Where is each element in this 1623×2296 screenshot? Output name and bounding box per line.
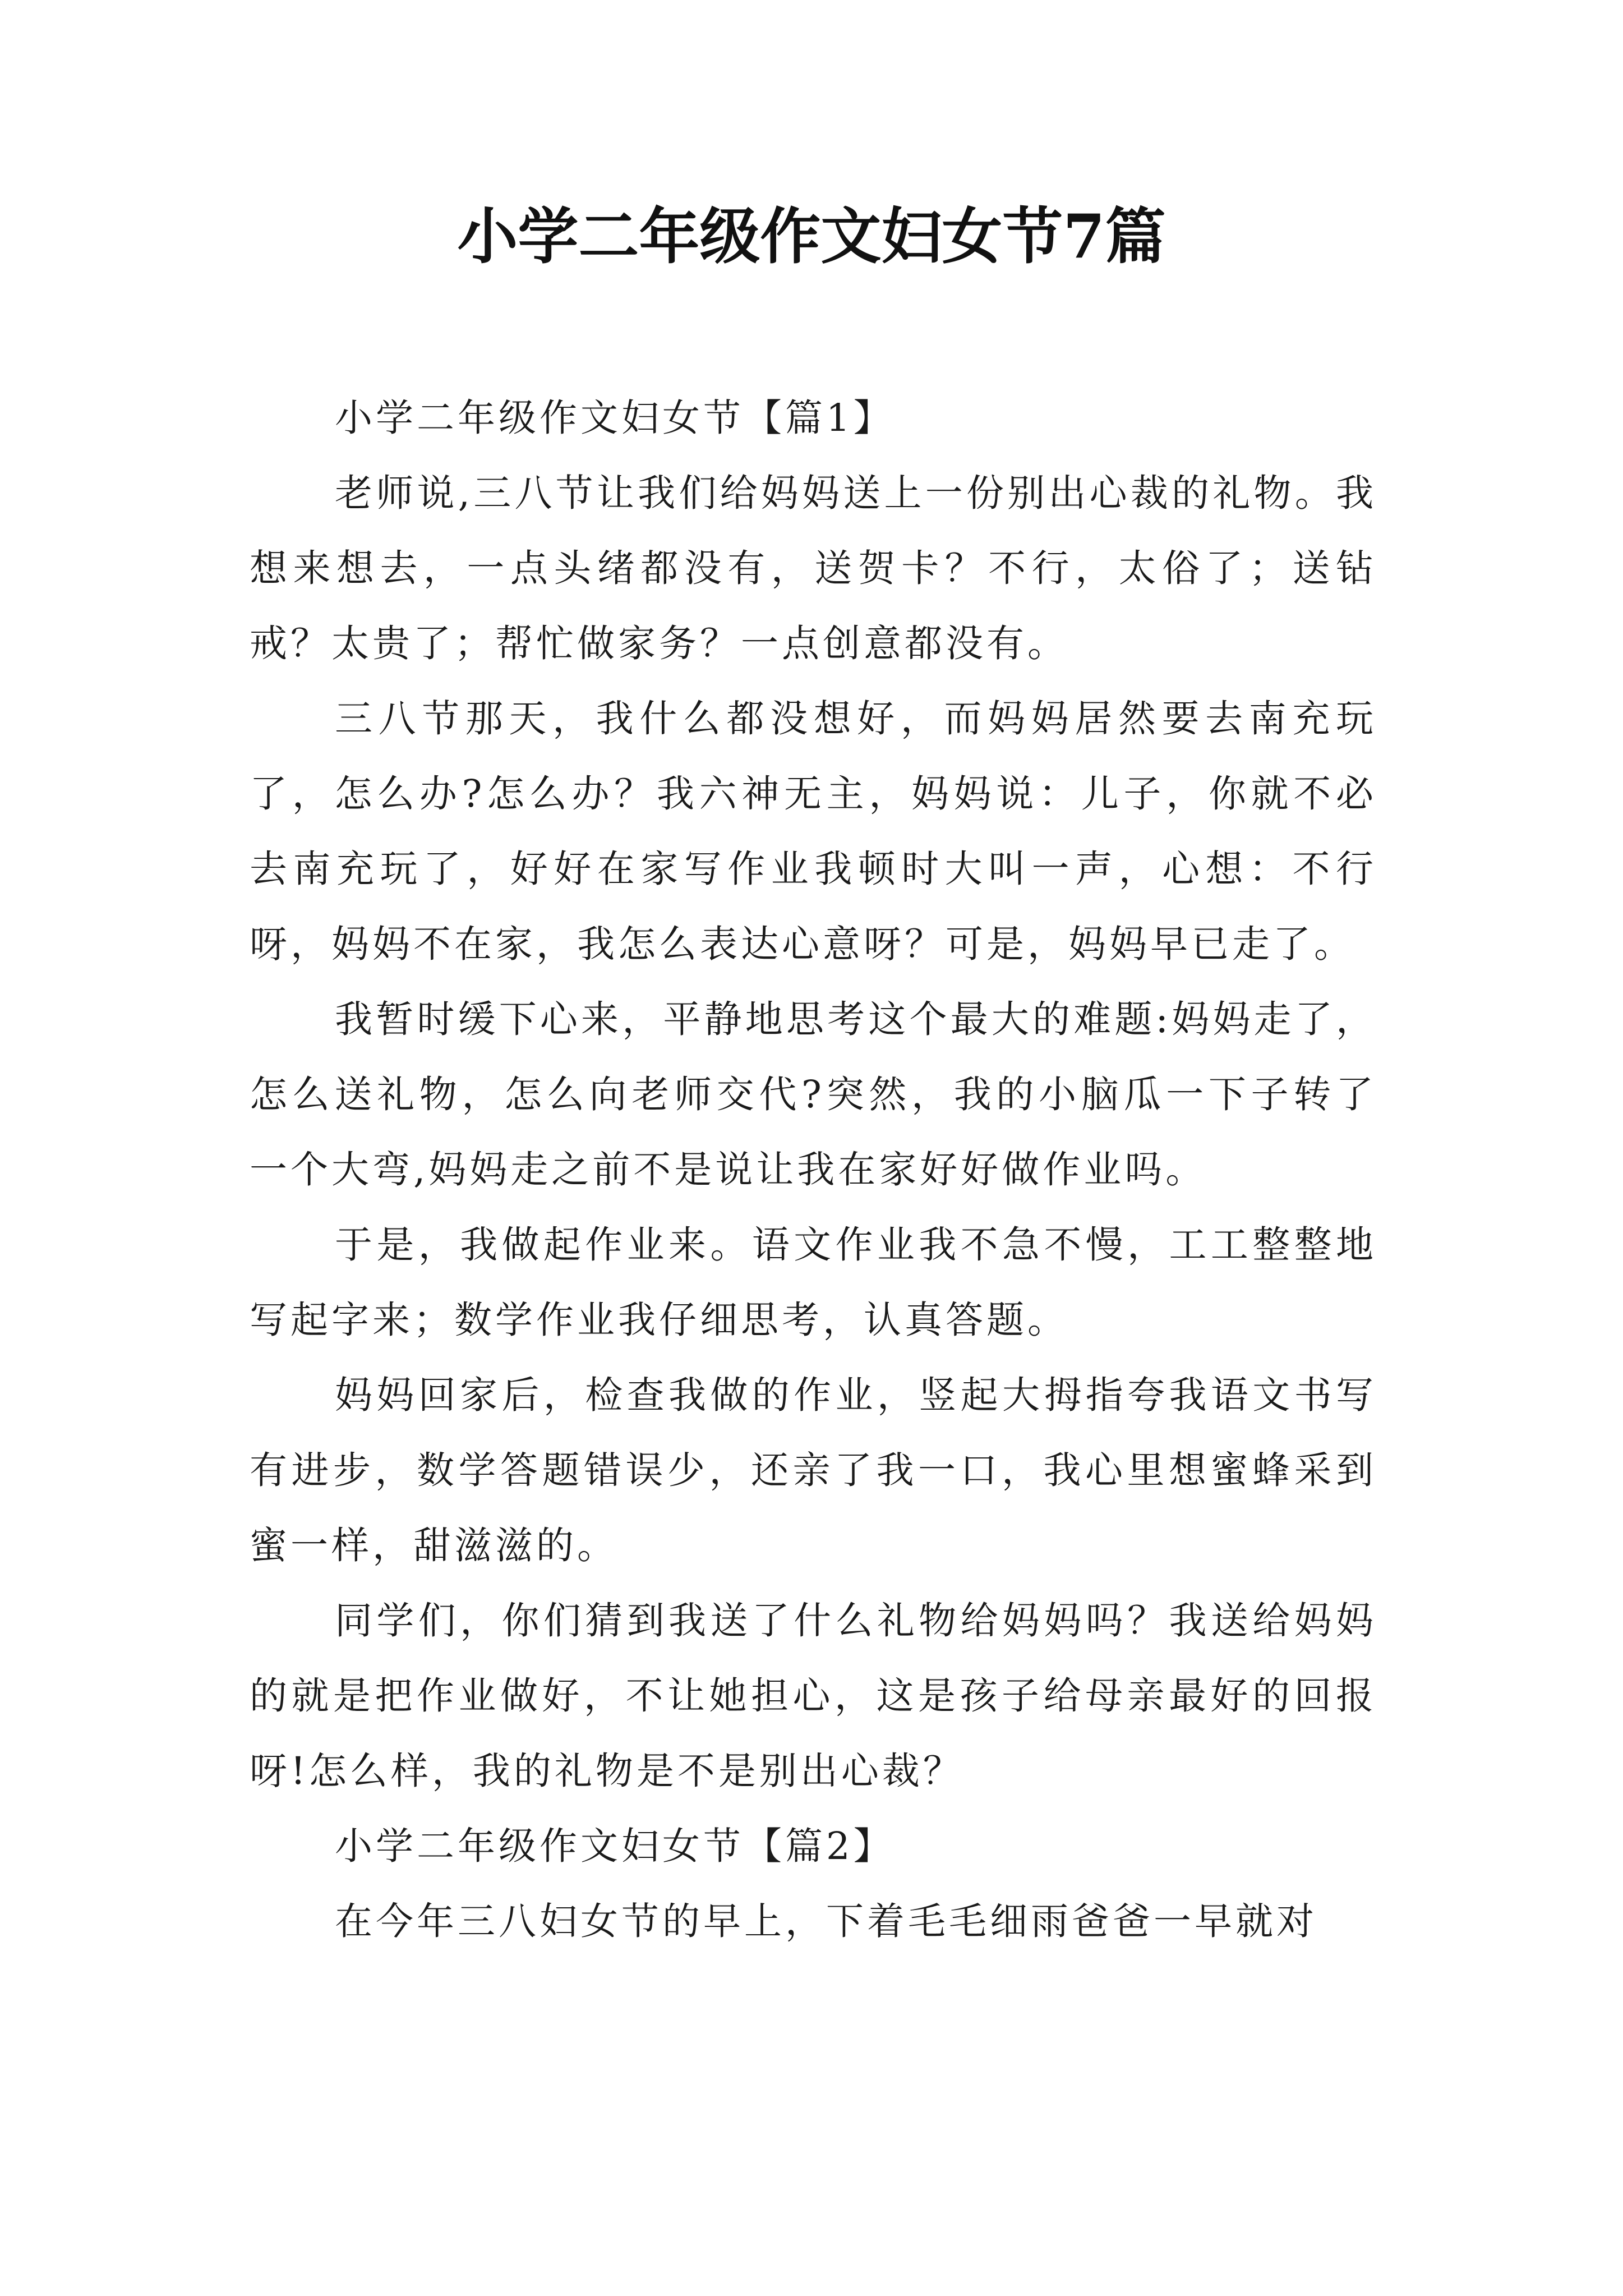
section-heading: 小学二年级作文妇女节【篇2】 [335,1824,895,1868]
document-title: 小学二年级作文妇女节7篇 [457,201,1166,272]
section-heading: 小学二年级作文妇女节【篇1】 [335,396,895,440]
paragraph: 三八节那天，我什么都没想好，而妈妈居然要去南充玩了，怎么办?怎么办？我六神无主，妈妈说：儿子，你就不必去南充玩了，好好在家写作业我顿时大叫一声，心想：不行呀，妈妈不在家，我怎么表达心意呀？可是，妈妈早已走了。 [250,697,1377,966]
paragraph: 妈妈回家后，检查我做的作业，竖起大拇指夸我语文书写有进步，数学答题错误少，还亲了我一口，我心里想蜜蜂采到蜜一样，甜滋滋的。 [250,1373,1377,1567]
paragraph: 于是，我做起作业来。语文作业我不急不慢，工工整整地写起字来；数学作业我仔细思考，认真答题。 [250,1223,1377,1342]
paragraph: 同学们，你们猜到我送了什么礼物给妈妈吗？我送给妈妈的就是把作业做好，不让她担心，这是孩子给母亲最好的回报呀!怎么样，我的礼物是不是别出心裁？ [250,1599,1377,1793]
paragraph: 老师说,三八节让我们给妈妈送上一份别出心裁的礼物。我想来想去，一点头绪都没有，送贺卡？不行，太俗了；送钻戒？太贵了；帮忙做家务？一点创意都没有。 [250,471,1377,665]
paragraph: 我暂时缓下心来，平静地思考这个最大的难题:妈妈走了，怎么送礼物，怎么向老师交代?突然，我的小脑瓜一下子转了一个大弯,妈妈走之前不是说让我在家好好做作业吗。 [250,997,1377,1191]
document-body [250,380,1377,1959]
paragraph: 在今年三八妇女节的早上，下着毛毛细雨爸爸一早就对 [335,1899,1317,1943]
